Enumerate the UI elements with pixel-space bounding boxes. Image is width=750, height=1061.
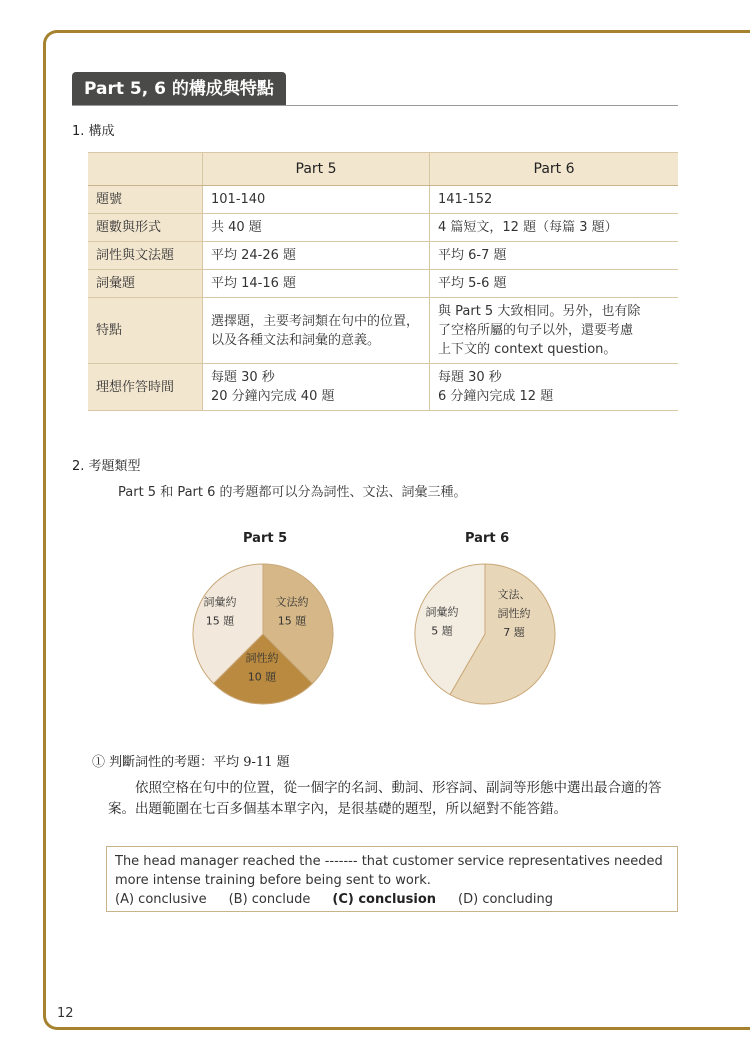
part5-cell: [203, 364, 430, 411]
page-number: 12: [57, 1006, 74, 1021]
row-label: 題號: [88, 186, 203, 214]
section1-heading: 1. 構成: [72, 124, 115, 139]
pie-slice-label: 文法、: [497, 588, 531, 601]
answer-option: (B) conclude: [228, 892, 311, 907]
table-row: [88, 186, 678, 214]
table-row: [88, 214, 678, 242]
pie-chart-part6: [414, 563, 556, 705]
pie-slice-label: 5 題: [431, 624, 453, 638]
cell-line: 101-140: [211, 192, 266, 207]
cell-line: 每題 30 秒: [211, 370, 275, 385]
cell-line: 20 分鐘內完成 40 題: [211, 389, 335, 404]
section2-intro: Part 5 和 Part 6 的考題都可以分為詞性、文法、詞彙三種。: [118, 485, 467, 500]
title-divider: [72, 105, 678, 106]
cell-line: 平均 6-7 題: [438, 248, 507, 263]
cell-line: 4 篇短文，12 題（每篇 3 題）: [438, 220, 618, 235]
pie-chart-part5: [192, 563, 334, 705]
answer-option: (D) concluding: [458, 892, 554, 907]
subsection-title: ① 判斷詞性的考題：平均 9-11 題: [92, 755, 290, 770]
pie-title-part6: Part 6: [465, 531, 510, 546]
pie-slice-label: 15 題: [205, 614, 235, 628]
table-header-row: [88, 153, 678, 186]
part5-cell: [203, 242, 430, 270]
part5-cell: [203, 298, 430, 364]
row-label: 理想作答時間: [88, 364, 203, 411]
part5-cell: [203, 214, 430, 242]
cell-line: 共 40 題: [211, 220, 262, 235]
cell-line: 以及各種文法和詞彙的意義。: [211, 332, 381, 348]
pie-title-part5: Part 5: [243, 531, 288, 546]
pie-slice-label: 7 題: [503, 626, 525, 639]
part5-cell: [203, 270, 430, 298]
example-options: [115, 890, 669, 909]
section2-heading: 2. 考題類型: [72, 459, 141, 474]
row-label: 詞性與文法題: [88, 242, 203, 270]
section-title: Part 5, 6 的構成與特點: [72, 72, 286, 106]
table-header-cell: [88, 153, 203, 186]
cell-line: 選擇題，主要考詞類在句中的位置，: [211, 313, 420, 329]
table-row: [88, 298, 678, 364]
cell-line: 141-152: [438, 192, 493, 207]
part6-cell: [430, 214, 679, 242]
table-row: [88, 364, 678, 411]
pie-slice-label: 詞性約: [497, 607, 531, 620]
pie-slice-label: 詞彙約: [425, 605, 459, 619]
row-label: 詞彙題: [88, 270, 203, 298]
cell-line: 6 分鐘內完成 12 題: [438, 389, 554, 404]
table-header-cell: Part 5: [203, 153, 430, 186]
subsection-paragraph: 依照空格在句中的位置，從一個字的名詞、動詞、形容詞、副詞等形態中選出最合適的答案。出題範圍在七百多個基本單字內，是很基礎的題型，所以絕對不能答錯。: [108, 780, 662, 817]
pie-slice-label: 文法約: [275, 595, 309, 609]
cell-line: 了空格所屬的句子以外，還要考慮: [438, 323, 634, 338]
part6-cell: [430, 242, 679, 270]
cell-line: 每題 30 秒: [438, 370, 502, 385]
part5-cell: [203, 186, 430, 214]
pie-slice-label: 10 題: [247, 670, 277, 684]
table-row: [88, 242, 678, 270]
example-sentence: The head manager reached the ------- that customer service representatives needed more intense training before being sent to work.: [115, 854, 663, 888]
cell-line: 與 Part 5 大致相同。另外，也有除: [438, 304, 641, 319]
structure-table: [88, 152, 678, 411]
pie-slice-label: 詞彙約: [203, 595, 237, 609]
answer-option: (A) conclusive: [115, 892, 207, 907]
part6-cell: [430, 270, 679, 298]
cell-line: 平均 14-16 題: [211, 276, 297, 291]
answer-option: (C) conclusion: [332, 892, 437, 907]
part6-cell: [430, 186, 679, 214]
table-row: [88, 270, 678, 298]
row-label: 特點: [88, 298, 203, 364]
cell-line: 上下文的 context question。: [438, 342, 617, 357]
part6-cell: [430, 298, 679, 364]
pie-slice-label: 詞性約: [245, 651, 279, 665]
cell-line: 平均 24-26 題: [211, 248, 297, 263]
table-header-cell: Part 6: [430, 153, 679, 186]
part6-cell: [430, 364, 679, 411]
cell-line: 平均 5-6 題: [438, 276, 507, 291]
example-box: [106, 846, 678, 912]
row-label: 題數與形式: [88, 214, 203, 242]
pie-slice-label: 15 題: [277, 614, 307, 628]
